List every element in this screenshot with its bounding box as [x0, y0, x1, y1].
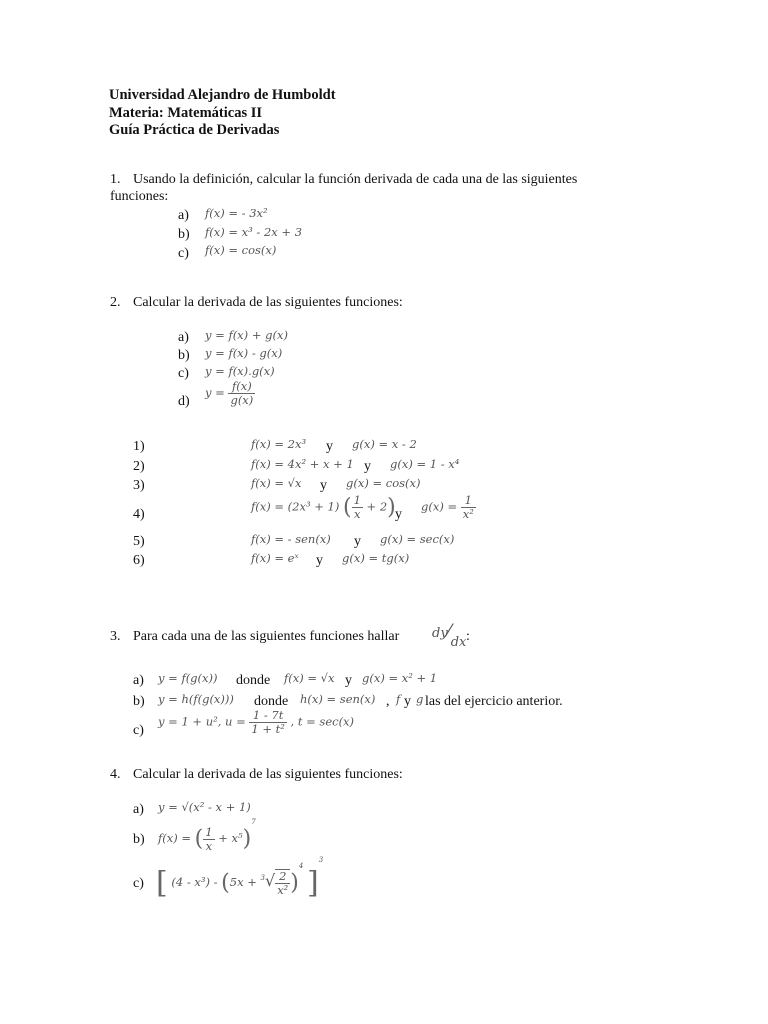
f-prefix: f(x) = (2x³ + 1): [251, 499, 340, 514]
pair-and: y: [320, 478, 327, 493]
denominator: g(x): [230, 393, 254, 407]
f-suffix: + 2: [366, 499, 388, 514]
q3-c-f1: y = 1 + u², u =: [158, 714, 246, 729]
q1-number: 1.: [110, 172, 121, 187]
q4-c-formula: [156, 856, 323, 901]
pair-label: 6): [133, 553, 145, 568]
right-paren: ): [290, 870, 299, 896]
q1-item-formula: f(x) = x³ - 2x + 3: [205, 225, 303, 239]
pair-g: g(x) = 1 - x⁴: [390, 457, 460, 471]
q2-item-label: d): [178, 394, 190, 409]
q2-item-label: a): [178, 330, 189, 345]
q4-c-p2: 5x +: [229, 875, 257, 889]
q1-item-label: c): [178, 246, 189, 261]
numerator: f(x): [228, 380, 255, 394]
pair-g: g(x) = x - 2: [352, 437, 417, 451]
q2-item-fraction: [205, 380, 255, 407]
radical-icon: √: [264, 871, 276, 890]
denominator: x²: [277, 883, 289, 897]
q3-a-f2: f(x) = √x: [284, 671, 335, 685]
q1-item-formula: f(x) = cos(x): [205, 243, 277, 257]
q1-item-label: b): [178, 227, 190, 242]
q4-c-exp-inner: 4: [298, 862, 304, 870]
subject-title: Materia: Matemáticas II: [109, 105, 262, 121]
root-index: 3: [260, 874, 265, 882]
pair-and: y: [316, 553, 323, 568]
q4-b-formula: [158, 818, 256, 853]
q4-a-formula: y = √(x² - x + 1): [158, 800, 251, 814]
q3-a-f1: y = f(g(x)): [158, 671, 218, 685]
q2-text: Calcular la derivada de las siguientes funciones:: [133, 295, 403, 310]
q4-b-suffix: + x⁵: [218, 831, 243, 845]
q4-b-exp: 7: [251, 818, 256, 826]
dx: dx: [450, 635, 467, 650]
pair-and: y: [326, 439, 333, 454]
pair-and: y: [364, 459, 371, 474]
denominator: x²: [462, 507, 474, 521]
denominator: x: [353, 507, 361, 521]
pair-and: y: [395, 507, 402, 522]
fraction: [203, 826, 214, 853]
q3-c-f2: , t = sec(x): [290, 714, 355, 729]
pair-f: f(x) = eˣ: [251, 551, 299, 565]
q3-b-label: b): [133, 694, 145, 709]
q3-b-f3: f: [396, 692, 401, 706]
q2-item-label: b): [178, 348, 190, 363]
pair-f: f(x) = √x: [251, 476, 302, 490]
q1-text: Usando la definición, calcular la función derivada de cada una de las siguientes: [133, 172, 578, 187]
pair-label: 5): [133, 534, 145, 549]
formula-prefix: y =: [205, 385, 225, 400]
pair-g: g(x) = sec(x): [380, 532, 455, 546]
pair-f: f(x) = - sen(x): [251, 532, 331, 546]
fraction: [461, 494, 476, 521]
q2-item-formula: y = f(x).g(x): [205, 364, 275, 378]
numerator: 1 - 7t: [249, 709, 287, 723]
pair-label: 4): [133, 507, 145, 522]
right-paren: ): [387, 495, 396, 520]
q4-b-label: b): [133, 832, 145, 847]
q1-item-label: a): [178, 208, 189, 223]
left-paren: (: [342, 495, 352, 520]
fraction: [275, 869, 290, 897]
left-paren: (: [194, 826, 204, 852]
dy: dy: [432, 626, 448, 641]
pair-f: f(x) = 4x² + x + 1: [251, 457, 354, 471]
g-prefix: g(x) =: [421, 499, 458, 514]
pair-and: y: [354, 534, 361, 549]
q3-a-and: y: [345, 673, 352, 688]
pair-label: 1): [133, 439, 145, 454]
pair-label: 2): [133, 459, 145, 474]
q3-a-label: a): [133, 673, 144, 688]
pair-g-complex: [421, 494, 476, 521]
dy-dx: [432, 621, 467, 650]
q3-b-f2: h(x) = sen(x): [300, 692, 376, 706]
q4-text: Calcular la derivada de las siguientes funciones:: [133, 767, 403, 782]
denominator: 1 + t²: [251, 722, 285, 736]
q3-b-f1: y = h(f(g(x))): [158, 692, 234, 706]
q2-item-formula: y = f(x) - g(x): [205, 346, 283, 360]
q4-c-label: c): [133, 876, 144, 891]
q4-c-minus: -: [213, 875, 218, 889]
q2-number: 2.: [110, 295, 121, 310]
left-bracket: [: [156, 865, 168, 901]
pair-label: 3): [133, 478, 145, 493]
q3-a-word: donde: [236, 673, 271, 688]
slash: ⁄: [447, 621, 451, 642]
right-paren: ): [242, 826, 252, 852]
q3-b-f4: g: [416, 692, 424, 706]
fraction: [228, 380, 255, 407]
q3-a-f3: g(x) = x² + 1: [362, 671, 438, 685]
pair-g: g(x) = cos(x): [346, 476, 421, 490]
q3-c-formula: [158, 709, 354, 736]
institution-title: Universidad Alejandro de Humboldt: [109, 87, 336, 103]
q4-c-exp-outer: 3: [318, 856, 324, 864]
q4-number: 4.: [110, 767, 121, 782]
left-paren: (: [221, 870, 230, 896]
fraction: [249, 709, 287, 736]
numerator: 2: [275, 870, 290, 884]
q1-text-cont: funciones:: [110, 189, 169, 204]
fraction: [352, 494, 363, 521]
numerator: 1: [461, 494, 476, 508]
pair-f: f(x) = 2x³: [251, 437, 307, 451]
right-bracket: ]: [307, 865, 319, 901]
q4-b-prefix: f(x) =: [158, 831, 192, 845]
q3-b-word: donde: [254, 694, 289, 709]
q4-c-p1: (4 - x³): [171, 875, 210, 889]
pair-f-complex: [251, 494, 396, 521]
guide-title: Guía Práctica de Derivadas: [109, 122, 280, 138]
numerator: 1: [205, 824, 213, 839]
q3-b-tail: las del ejercicio anterior.: [425, 694, 563, 709]
numerator: 1: [353, 493, 361, 507]
q3-colon: :: [466, 629, 470, 644]
q3-number: 3.: [110, 629, 121, 644]
denominator: x: [205, 838, 213, 853]
pair-g: g(x) = tg(x): [342, 551, 410, 565]
q3-b-and: y: [404, 694, 411, 709]
q4-a-label: a): [133, 802, 144, 817]
q2-item-label: c): [178, 366, 189, 381]
q2-item-formula: y = f(x) + g(x): [205, 328, 288, 342]
q3-b-sep: ,: [386, 694, 390, 709]
q3-text: Para cada una de las siguientes funciones hallar: [133, 629, 400, 644]
q1-item-formula: f(x) = - 3x²: [205, 206, 268, 220]
q3-c-label: c): [133, 723, 144, 738]
